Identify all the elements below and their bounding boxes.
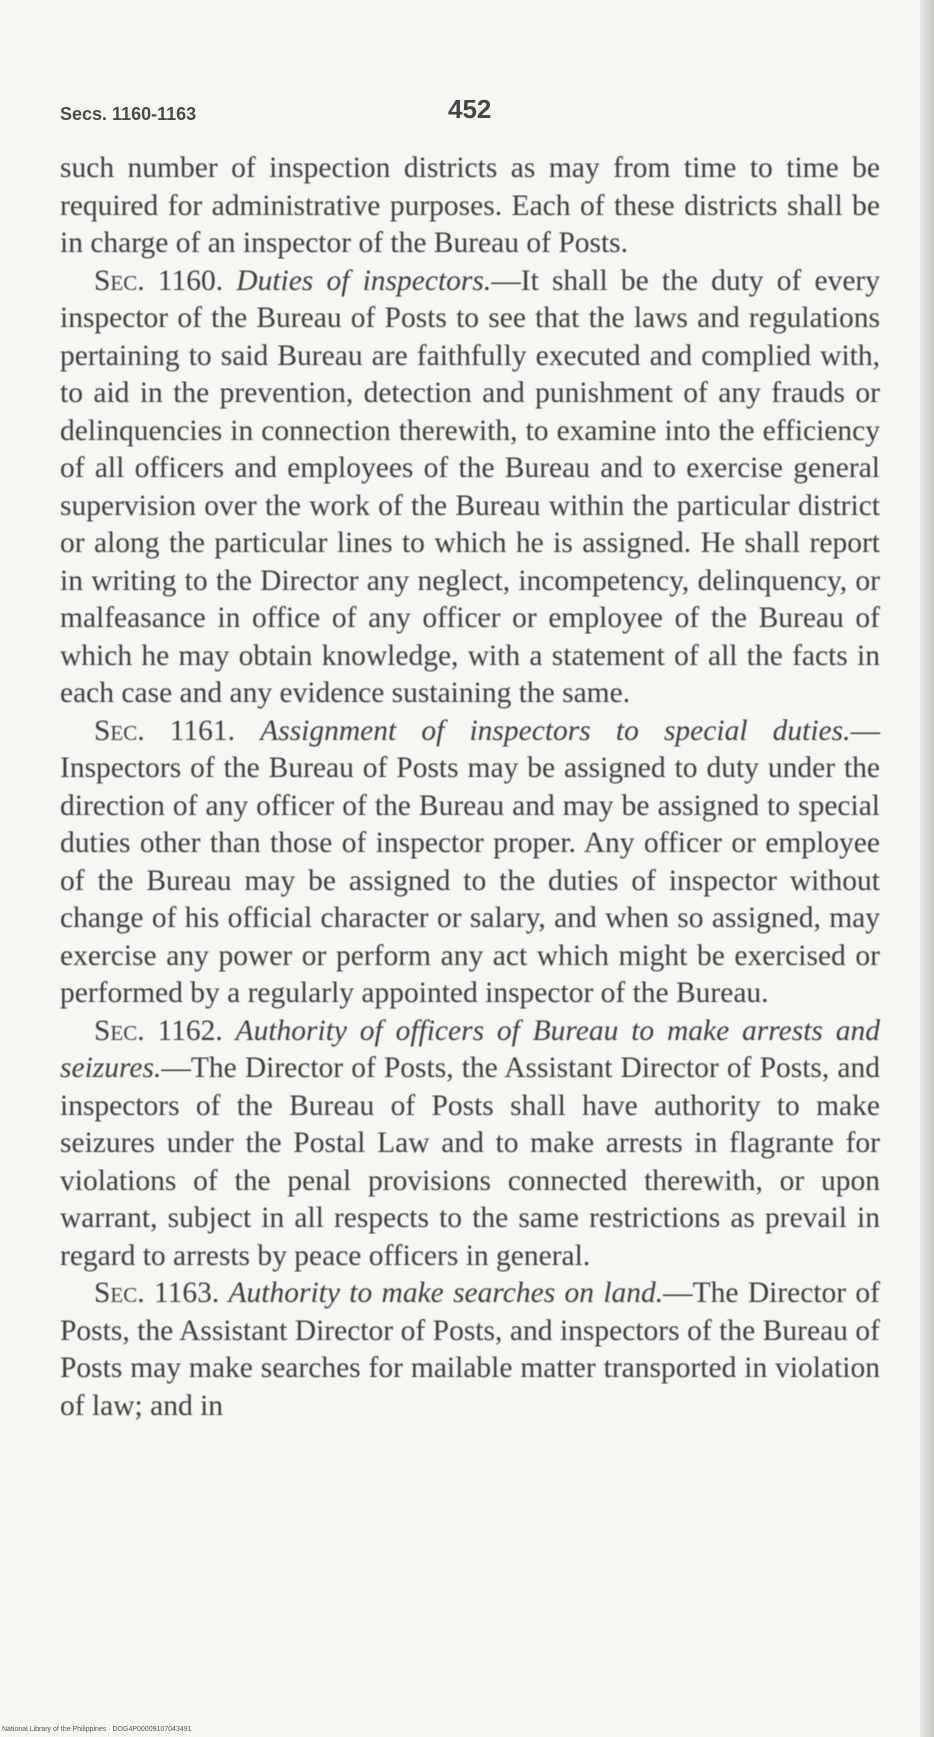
paragraph-text: —The Director of Posts, the Assistant Director of Posts, and inspectors of the Bureau of Posts may make searches for mailable matter transported in violation of law; and in (60, 1277, 880, 1422)
paragraph-sec-1163 (60, 1275, 880, 1425)
running-header (60, 92, 880, 132)
archive-watermark: National Library of the Philippines · DOG4P00009107043491 (2, 1726, 192, 1733)
section-caption: Duties of inspectors. (236, 264, 492, 297)
section-range: Secs. 1160-1163 (60, 104, 197, 124)
section-label: Sec. 1160. (94, 264, 224, 297)
section-label: Sec. 1163. (94, 1277, 220, 1309)
section-label: Sec. 1161. (94, 714, 236, 747)
paragraph-text: —It shall be the duty of every inspector of the Bureau of Posts to see that the laws and regulations pertaining to said Bureau are faithfully executed and complied with, to aid in the prevention, detection and punishment of any frauds or delinquencies in connection therewith, to examine into the efficiency of all officers and employees of the Bureau and to exercise general supervision over the work of the Bureau within the particular district or along the particular lines to which he is assigned. He shall report in writing to the Director any neglect, incompetency, delinquency, or malfeasance in office of any officer or employee of the Bureau of which he may obtain knowledge, with a statement of all the facts in each case and any evidence sustaining the same. (60, 264, 880, 709)
paragraph-text: such number of inspection districts as may from time to time be required for administrative purposes. Each of these districts shall be in charge of an inspector of the Bureau of Posts. (60, 152, 880, 259)
paragraph-sec-1161 (60, 713, 880, 1013)
paragraph-text: —The Director of Posts, the Assistant Director of Posts, and inspectors of the Bureau of Posts shall have authority to make seizures under the Postal Law and to make arrests in flagrante for violations of the penal provisions connected therewith, or upon warrant, subject in all respects to the same restrictions as prevail in regard to arrests by peace officers in general. (60, 1052, 880, 1272)
paragraph-sec-1162 (60, 1013, 880, 1276)
body-text (60, 150, 880, 1425)
paragraph-continuation (60, 150, 880, 263)
page-number: 452 (448, 94, 492, 124)
section-caption: Authority of officers of Bureau to make arrests and seizures. (60, 1014, 880, 1084)
section-caption: Authority to make searches on land. (228, 1277, 664, 1309)
section-label: Sec. 1162. (94, 1014, 223, 1047)
section-caption: Assignment of inspectors to special duties. (260, 714, 851, 747)
paragraph-text: — Inspectors of the Bureau of Posts may be assigned to duty under the direction of any officer of the Bureau and may be assigned to special duties other than those of inspector proper. Any officer or employee of the Bureau may be assigned to the duties of inspector without change of his official character or salary, and when so assigned, may exercise any power or perform any act which might be exercised or performed by a regularly appointed inspector of the Bureau. (60, 714, 880, 1009)
page-edge-shadow (920, 0, 934, 1737)
paragraph-sec-1160 (60, 263, 880, 713)
